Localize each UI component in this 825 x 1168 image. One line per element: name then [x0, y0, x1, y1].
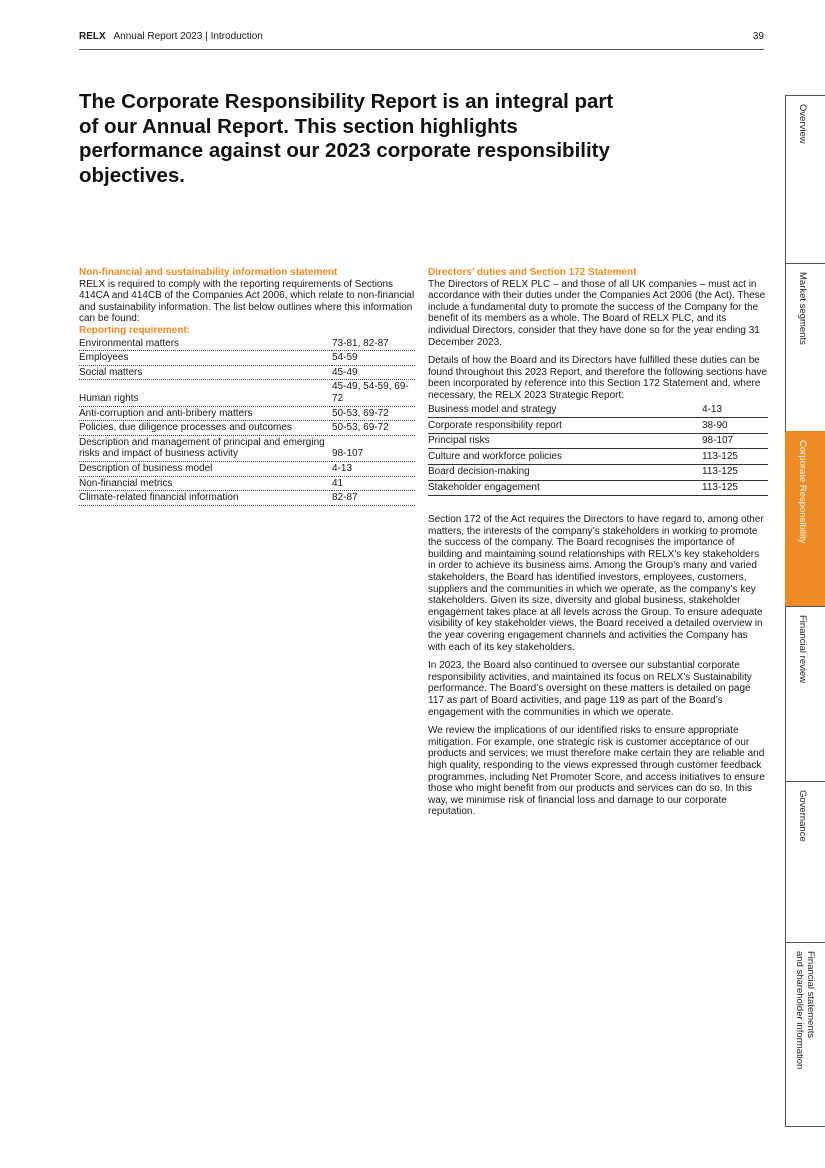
row-pages: 45-49	[332, 365, 415, 380]
row-pages: 98-107	[332, 435, 415, 461]
row-pages: 82-87	[332, 491, 415, 506]
row-pages: 50-53, 69-72	[332, 406, 415, 421]
row-pages: 113-125	[702, 464, 768, 480]
header-subtitle: Annual Report 2023 | Introduction	[113, 31, 263, 42]
brand-name: RELX	[79, 31, 106, 42]
tab-label: Financial review	[797, 615, 808, 684]
right-paragraph-4: In 2023, the Board also continued to oversee our substantial corporate responsibility activities, and maintained its focus on RELX’s Sustainability performance. The Board’s oversight on these matters is detailed on page 117 as part of Board activities, and page 119 as part of the Board’s engagement with the communities in which we operate.	[428, 660, 752, 718]
tab-label: Corporate Responsibility	[797, 440, 808, 544]
row-label: Anti-corruption and anti-bribery matters	[79, 406, 332, 421]
reporting-requirement-heading: Reporting requirement:	[79, 324, 191, 336]
row-pages: 54-59	[332, 351, 415, 366]
row-pages: 41	[332, 476, 415, 491]
tab-label	[794, 951, 816, 1069]
tab-label-line-1: Financial statements	[805, 951, 816, 1039]
row-label: Social matters	[79, 365, 332, 380]
table-row	[428, 403, 768, 418]
table-row	[79, 476, 415, 491]
tab-governance[interactable]	[785, 781, 825, 943]
row-pages: 113-125	[702, 449, 768, 465]
reporting-requirements-table	[79, 337, 415, 506]
table-row	[79, 406, 415, 421]
row-pages: 98-107	[702, 433, 768, 449]
table-row	[428, 464, 768, 480]
section-172-references-table	[428, 403, 768, 497]
tab-label: Overview	[797, 104, 808, 144]
row-label: Corporate responsibility report	[428, 418, 702, 434]
row-label: Culture and workforce policies	[428, 449, 702, 465]
row-pages: 73-81, 82-87	[332, 337, 415, 351]
table-row	[79, 380, 415, 406]
tab-financial-statements[interactable]	[785, 942, 825, 1127]
row-pages: 4-13	[702, 403, 768, 418]
table-row	[79, 351, 415, 366]
table-row	[79, 421, 415, 436]
tab-corporate-responsibility[interactable]	[785, 431, 825, 607]
row-label: Policies, due diligence processes and outcomes	[79, 421, 332, 436]
row-pages: 50-53, 69-72	[332, 421, 415, 436]
row-label: Climate-related financial information	[79, 491, 332, 506]
right-column	[428, 267, 768, 818]
page-title: The Corporate Responsibility Report is an integral part of our Annual Report. This section highlights performance against our 2023 corporate responsibility objectives.	[79, 90, 614, 187]
row-pages: 4-13	[332, 461, 415, 476]
left-heading: Non-financial and sustainability information statement	[79, 267, 338, 278]
row-label: Board decision-making	[428, 464, 702, 480]
row-label: Stakeholder engagement	[428, 480, 702, 496]
table-row	[428, 418, 768, 434]
tab-market-segments[interactable]	[785, 263, 825, 432]
table-row	[79, 491, 415, 506]
row-pages: 45-49, 54-59, 69-72	[332, 380, 415, 406]
right-paragraph-3: Section 172 of the Act requires the Directors to have regard to, among other matters, the interests of the company’s stakeholders in working to promote the success of the company. The Board recognises the importance of building and maintaining sound relationships with RELX’s key stakeholders in order to achieve its business aims. Among the Group’s many and varied stakeholders, the Board has identified investors, employees, customers, suppliers and the communities in which we operate, as the company’s key stakeholders. Given its size, diversity and global business, stakeholder engagement takes place at all levels across the Group. To ensure adequate visibility of key stakeholder views, the Board received a detailed overview in the year covering engagement channels and activities the Company has with each of its key stakeholders.	[428, 514, 764, 653]
row-label: Description and management of principal and emerging risks and impact of business activity	[79, 435, 332, 461]
row-label: Employees	[79, 351, 332, 366]
table-row	[79, 435, 415, 461]
table-row	[79, 365, 415, 380]
left-intro: RELX is required to comply with the reporting requirements of Sections 414CA and 414CB of the Companies Act 2006, which relate to non-financial and sustainability information. The list below outlines where this information can be found:	[79, 278, 415, 325]
right-heading: Directors’ duties and Section 172 Statement	[428, 267, 637, 278]
right-paragraph-1: The Directors of RELX PLC – and those of all UK companies – must act in accordance with their duties under the Companies Act 2006 (the Act). These include a fundamental duty to promote the success of the Company for the benefit of its members as a whole. The Board of RELX PLC, and its individual Directors, consider that they have done so for the year ending 31 December 2023.	[428, 278, 766, 348]
row-label: Business model and strategy	[428, 403, 702, 418]
row-label: Environmental matters	[79, 337, 332, 351]
tab-label: Market segments	[797, 272, 808, 345]
tab-financial-review[interactable]	[785, 606, 825, 782]
tab-label-line-2: and shareholder information	[794, 951, 805, 1070]
page-header	[79, 31, 764, 50]
page-number: 39	[752, 31, 764, 42]
table-row	[79, 461, 415, 476]
right-paragraph-2: Details of how the Board and its Directors have fulfilled these duties can be found throughout this 2023 Report, and therefore the following sections have been incorporated by reference into this Section 172 Statement and, where necessary, the RELX 2023 Strategic Report:	[428, 355, 768, 401]
row-label: Non-financial metrics	[79, 476, 332, 491]
table-row	[428, 480, 768, 496]
tab-label: Governance	[797, 790, 808, 842]
tab-overview[interactable]	[785, 95, 825, 264]
row-label: Description of business model	[79, 461, 332, 476]
table-row	[428, 449, 768, 465]
row-label: Principal risks	[428, 433, 702, 449]
row-label: Human rights	[79, 380, 332, 406]
left-column	[79, 267, 415, 506]
row-pages: 113-125	[702, 480, 768, 496]
table-row	[79, 337, 415, 351]
row-pages: 38-90	[702, 418, 768, 434]
header-left	[79, 31, 263, 42]
table-row	[428, 433, 768, 449]
right-paragraph-5: We review the implications of our identified risks to ensure appropriate mitigation. For example, one strategic risk is customer acceptance of our products and services; we must therefore make certain they are reliable and high quality, responding to the views expressed through customer feedback programmes, including Net Promoter Score, and access initiatives to ensure those who might benefit from our products and services can do so. In this way, we minimise risk of financial loss and damage to our corporate reputation.	[428, 725, 765, 818]
